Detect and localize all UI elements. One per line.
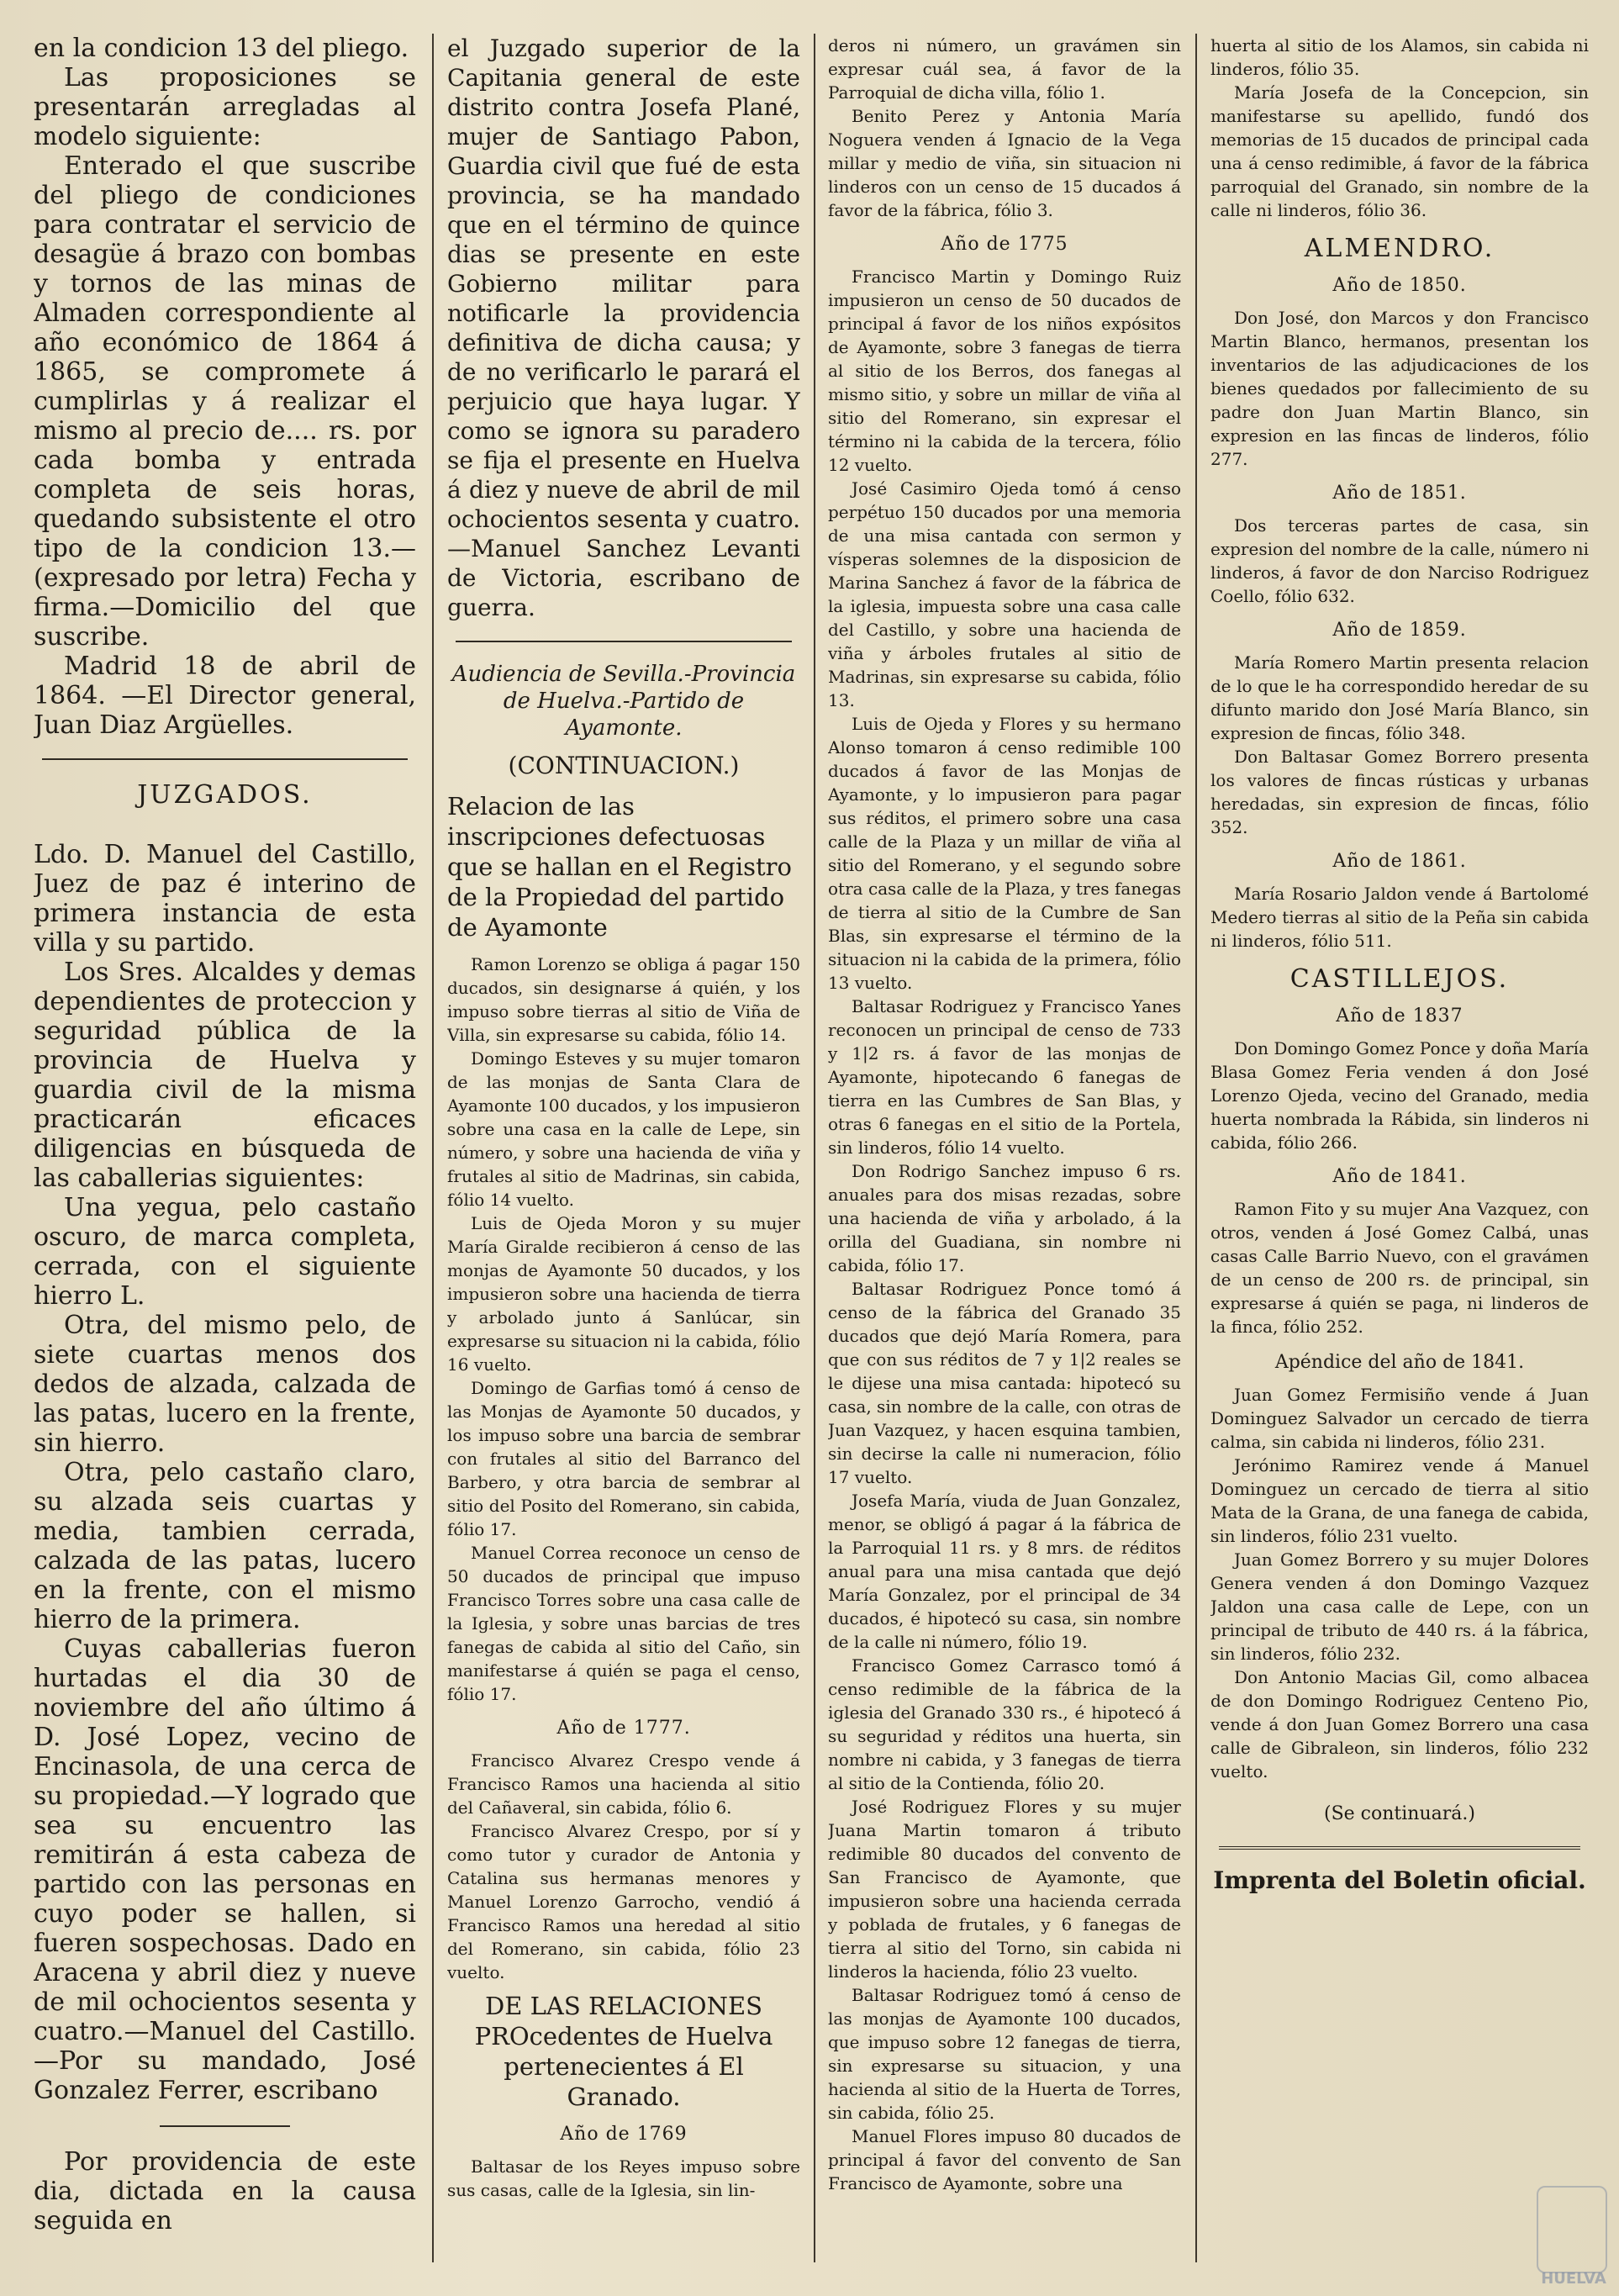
paragraph: Domingo de Garfias tomó á censo de las Monjas de Ayamonte 50 ducados, y los impuso sobre una barcia de sembrar con frutales al sitio del Barranco del Barbero, y otra barcia de sembrar al sitio del Posito del Romerano, sin cabida, fólio 17. xyxy=(447,1378,800,1539)
paragraph: Luis de Ojeda Moron y su mujer María Giralde recibieron á censo de las monjas de Ayamonte 50 ducados, y los impusieron sobre una hacienda de tierra y arbolado junto á Sanlúcar, sin expresarse su situacion ni la cabida, fólio 16 vuelto. xyxy=(447,1213,800,1375)
column-4 xyxy=(1210,34,1589,2262)
paragraph: en la condicion 13 del pliego. xyxy=(34,34,409,63)
section-heading-audiencia: Audiencia de Sevilla.-Provincia de Huelva.-Partido de Ayamonte. xyxy=(451,662,796,741)
paragraph: Ramon Lorenzo se obliga á pagar 150 ducados, sin designarse á quién, y los impuso sobre tierras al sitio de Viña de Villa, sin expresarse su cabida, fólio 14. xyxy=(447,954,800,1045)
section-heading-granado: DE LAS RELACIONES PROcedentes de Huelva pertenecientes á El Granado. xyxy=(474,1992,773,2111)
paragraph: Don Domingo Gomez Ponce y doña María Blasa Gomez Feria venden á don José Lorenzo Ojeda, vecino del Granado, media huerta nombrada la Rábida, sin linderos ni cabida, fólio 266. xyxy=(1210,1038,1589,1153)
paragraph: huerta al sitio de los Alamos, sin cabida ni linderos, fólio 35. xyxy=(1210,35,1589,79)
paragraph: Don José, don Marcos y don Francisco Martin Blanco, hermanos, presentan los inventarios de las adjudicaciones de los bienes quedados por fallecimiento de su padre don Juan Martin Blanco, sin expresion en las fincas de linderos, fólio 277. xyxy=(1210,308,1589,469)
paragraph: Enterado el que suscribe del pliego de condiciones para contratar el servicio de desagüe á brazo con bombas y tornos de las minas de Almaden correspondiente al año económico de 1864 á 1865, se compromete á cumplirlas y á realizar el mismo al precio de.... rs. por cada bomba y entrada completa de seis horas, quedando subsistente el otro tipo de la condicion 13.—(expresado por letra) Fecha y firma.—Domicilio del que suscribe. xyxy=(34,151,416,652)
paragraph: María Josefa de la Concepcion, sin manifestarse su apellido, fundó dos memorias de 15 ducados de principal cada una á censo redimible, á favor de la fábrica parroquial del Granado, sin nombre de la calle ni linderos, fólio 36. xyxy=(1210,82,1589,220)
to-be-continued: (Se continuará.) xyxy=(1324,1803,1475,1824)
paragraph: Baltasar Rodriguez Ponce tomó á censo de la fábrica del Granado 35 ducados que dejó María Romera, para que con sus réditos de 7 y 1|2 reales se le dijese una misa cantada: hipotecó su casa, sin nombre de la calle, con otras de Juan Vazquez, y hacen esquina tambien, sin decirse la calle ni numeracion, fólio 17 vuelto. xyxy=(828,1279,1181,1487)
section-rule xyxy=(456,641,792,642)
column-2 xyxy=(447,34,800,2262)
paragraph: Manuel Correa reconoce un censo de 50 ducados de principal que impuso Francisco Torres sobre una casa calle de la Iglesia, y sobre unas barcias de tres fanegas de cabida al sitio del Caño, sin manifestarse á quién se paga el censo, fólio 17. xyxy=(447,1543,800,1704)
section-rule xyxy=(160,2125,290,2127)
paragraph: Francisco Martin y Domingo Ruiz impusieron un censo de 50 ducados de principal á favor de los niños expósitos de Ayamonte, sobre 3 fanegas de tierra al sitio de los Berros, dos fanegas al mismo sitio, y sobre un millar de viña al sitio del Romerano, sin expresar el término ni la cabida de la tercera, fólio 12 vuelto. xyxy=(828,267,1181,475)
paragraph: Las proposiciones se presentarán arregladas al modelo siguiente: xyxy=(34,63,416,151)
paragraph: Don Baltasar Gomez Borrero presenta los valores de fincas rústicas y urbanas heredadas, sin expresion de fincas, fólio 352. xyxy=(1210,747,1589,837)
paragraph: Baltasar Rodriguez tomó á censo de las monjas de Ayamonte 100 ducados, que impuso sobre 12 fanegas de tierra, sin expresarse su situacion, y una hacienda al sitio de la Huerta de Torres, sin cabida, fólio 25. xyxy=(828,1985,1181,2123)
paragraph: deros ni número, un gravámen sin expresar cuál sea, á favor de la Parroquial de dicha villa, fólio 1. xyxy=(828,35,1181,103)
column-divider xyxy=(432,34,434,2262)
paragraph: Juan Gomez Borrero y su mujer Dolores Genera venden á don Domingo Vazquez Jaldon una casa calle de Lepe, con un principal de tributo de 440 rs. á la fábrica, sin linderos, fólio 232. xyxy=(1210,1549,1589,1664)
paragraph: Manuel Flores impuso 80 ducados de principal á favor del convento de San Francisco de Ayamonte, sobre una xyxy=(828,2126,1181,2193)
printer-imprint: Imprenta del Boletin oficial. xyxy=(1213,1866,1586,1894)
paragraph: Luis de Ojeda y Flores y su hermano Alonso tomaron á censo redimible 100 ducados á favor de las Monjas de Ayamonte, y lo impusieron para pagar sus réditos, el primero sobre una casa calle de la Plaza y un millar de viña al sitio del Romerano, y el segundo sobre otra casa calle de la Plaza, y tres fanegas de tierra al sitio de la Cumbre de San Blas, sin expresarse el término de la situacion ni la cabida de la primera, fólio 13 vuelto. xyxy=(828,714,1181,993)
paragraph: el Juzgado superior de la Capitania general de este distrito contra Josefa Plané, mujer de Santiago Pabon, Guardia civil que fué de esta provincia, se ha mandado que en el término de quince dias se presente en este Gobierno militar para notificarle la providencia definitiva de dicha causa; y de no verificarlo le parará el perjuicio que haya lugar. Y como se ignora su paradero se fija el presente en Huelva á diez y nueve de abril de mil ochocientos sesenta y cuatro.—Manuel Sanchez Levanti de Victoria, escribano de guerra. xyxy=(447,34,800,621)
paragraph: Francisco Gomez Carrasco tomó á censo redimible de la fábrica de la iglesia del Granado 330 rs., é hipotecó á su seguridad y réditos una huerta, sin nombre ni cabida, y 3 fanegas de tierra al sitio de la Contienda, fólio 20. xyxy=(828,1655,1181,1793)
town-heading-castillejos: CASTILLEJOS. xyxy=(1289,964,1510,994)
town-heading-almendro: ALMENDRO. xyxy=(1304,234,1495,263)
paragraph: Dos terceras partes de casa, sin expresion del nombre de la calle, número ni linderos, á favor de don Narciso Rodriguez Coello, fólio 632. xyxy=(1210,515,1589,606)
continuation-label: (CONTINUACION.) xyxy=(508,752,740,779)
paragraph: Madrid 18 de abril de 1864. —El Director general, Juan Diaz Argüelles. xyxy=(34,652,416,740)
paragraph: Una yegua, pelo castaño oscuro, de marca completa, cerrada, con el siguiente hierro L. xyxy=(34,1193,416,1311)
paragraph: Domingo Esteves y su mujer tomaron de las monjas de Santa Clara de Ayamonte 100 ducados, y los impusieron sobre una casa en la calle de Lepe, sin número, y sobre una hacienda de viña y frutales al sitio de Madrinas, sin cabida, fólio 14 vuelto. xyxy=(447,1048,800,1210)
column-divider xyxy=(1195,34,1197,2262)
relacion-heading: Relacion de las inscripciones defectuosas que se hallan en el Registro de la Propiedad del partido de Ayamonte xyxy=(447,792,792,942)
paragraph: Cuyas caballerias fueron hurtadas el dia 30 de noviembre del año último á D. José Lopez, vecino de Encinasola, de una cerca de su propiedad.—Y logrado que sea su encuentro las remitirán á esta cabeza de partido con las personas en cuyo poder se hallen, si fueren sospechosas. Dado en Aracena y abril diez y nueve de mil ochocientos sesenta y cuatro.—Manuel del Castillo.—Por su mandado, José Gonzalez Ferrer, escribano xyxy=(34,1634,416,2105)
year-heading: Año de 1859. xyxy=(1332,620,1467,641)
paragraph: Ldo. D. Manuel del Castillo, Juez de paz é interino de primera instancia de esta villa y su partido. xyxy=(34,840,416,958)
paragraph: Don Rodrigo Sanchez impuso 6 rs. anuales para dos misas rezadas, sobre una hacienda de viña y arbolado, á la orilla del Guadiana, sin nombre ni cabida, fólio 17. xyxy=(828,1161,1181,1275)
paragraph: Juan Gomez Fermisiño vende á Juan Dominguez Salvador un cercado de tierra calma, sin cabida ni linderos, fólio 231. xyxy=(1210,1385,1589,1452)
paragraph: María Romero Martin presenta relacion de lo que le ha correspondido heredar de su difunto marido don José María Blanco, sin expresion de fincas, fólio 348. xyxy=(1210,652,1589,743)
year-heading: Año de 1777. xyxy=(556,1718,691,1739)
paragraph: Otra, pelo castaño claro, su alzada seis cuartas y media, tambien cerrada, calzada de las patas, lucero en la frente, con el mismo hierro de la primera. xyxy=(34,1458,416,1634)
column-divider xyxy=(814,34,815,2262)
paragraph: Benito Perez y Antonia María Noguera venden á Ignacio de la Vega millar y medio de viña, sin situacion ni linderos con un censo de 15 ducados á favor de la fábrica, fólio 3. xyxy=(828,106,1181,220)
paragraph: Ramon Fito y su mujer Ana Vazquez, con otros, venden á José Gomez Calbá, unas casas Calle Barrio Nuevo, con el gravámen de un censo de 200 rs. de principal, sin expresarse á quién se paga, ni linderos de la finca, fólio 252. xyxy=(1210,1199,1589,1337)
year-heading: Año de 1775 xyxy=(941,234,1068,255)
stamp-text: HUELVA xyxy=(1541,2270,1606,2288)
paragraph: Por providencia de este dia, dictada en la causa seguida en xyxy=(34,2147,416,2235)
year-heading: Año de 1851. xyxy=(1332,483,1467,504)
footer-rule xyxy=(1219,1846,1580,1850)
year-heading: Año de 1850. xyxy=(1332,275,1467,296)
appendix-heading: Apéndice del año de 1841. xyxy=(1274,1352,1525,1373)
paragraph: Baltasar Rodriguez y Francisco Yanes reconocen un principal de censo de 733 y 1|2 rs. á favor de las monjas de Ayamonte, hipotecando 6 fanegas de tierra en las Cumbres de San Blas, y otras 6 fanegas en el sitio de la Portela, sin linderos, fólio 14 vuelto. xyxy=(828,996,1181,1158)
paragraph: Francisco Alvarez Crespo, por sí y como tutor y curador de Antonia y Catalina sus hermanas menores y Manuel Lorenzo Garrocho, vendió á Francisco Ramos una heredad al sitio del Romerano, sin cabida, fólio 23 vuelto. xyxy=(447,1821,800,1982)
library-stamp-icon xyxy=(1537,2186,1607,2273)
section-heading-juzgados: JUZGADOS. xyxy=(137,780,313,810)
paragraph: Los Sres. Alcaldes y demas dependientes de proteccion y seguridad pública de la provincia de Huelva y guardia civil de la misma practicarán eficaces diligencias en búsqueda de las caballerias siguientes: xyxy=(34,958,416,1193)
paragraph: Otra, del mismo pelo, de siete cuartas menos dos dedos de alzada, calzada de las patas, lucero en la frente, sin hierro. xyxy=(34,1311,416,1458)
paragraph: Francisco Alvarez Crespo vende á Francisco Ramos una hacienda al sitio del Cañaveral, sin cabida, fólio 6. xyxy=(447,1750,800,1818)
paragraph: Don Antonio Macias Gil, como albacea de don Domingo Rodriguez Centeno Pio, vende á don Juan Gomez Borrero una casa calle de Gibraleon, sin linderos, fólio 232 vuelto. xyxy=(1210,1667,1589,1781)
paragraph: Josefa María, viuda de Juan Gonzalez, menor, se obligó á pagar á la fábrica de la Parroquial 11 rs. y 8 mrs. de réditos anual para una misa cantada que dejó María Gonzalez, por el principal de 34 ducados, é hipotecó su casa, sin nombre de la calle ni número, fólio 19. xyxy=(828,1491,1181,1652)
column-3 xyxy=(828,34,1181,2262)
paragraph: Jerónimo Ramirez vende á Manuel Dominguez un cercado de tierra al sitio Mata de la Grana, de una fanega de cabida, sin linderos, fólio 231 vuelto. xyxy=(1210,1455,1589,1546)
year-heading: Año de 1841. xyxy=(1332,1166,1467,1187)
paragraph: Baltasar de los Reyes impuso sobre sus casas, calle de la Iglesia, sin lin- xyxy=(447,2156,800,2200)
year-heading: Año de 1861. xyxy=(1332,851,1467,872)
section-rule xyxy=(42,758,408,760)
paragraph: José Rodriguez Flores y su mujer Juana Martin tomaron á tributo redimible 80 ducados del convento de San Francisco de Ayamonte, que impusieron sobre una hacienda cerrada y poblada de frutales, y 6 fanegas de tierra al sitio del Torno, sin cabida ni linderos la hacienda, fólio 23 vuelto. xyxy=(828,1797,1181,1982)
year-heading: Año de 1837 xyxy=(1336,1005,1463,1027)
paragraph: José Casimiro Ojeda tomó á censo perpétuo 150 ducados por una memoria de una misa cantada con sermon y vísperas solemnes de la disposicion de Marina Sanchez á favor de la fábrica de la iglesia, impuesta sobre una casa calle del Castillo, y sobre una hacienda de viña y árboles frutales al sitio de Madrinas, sin expresarse su cabida, fólio 13. xyxy=(828,478,1181,710)
year-heading: Año de 1769 xyxy=(560,2124,688,2145)
column-1 xyxy=(34,34,416,2262)
paragraph: María Rosario Jaldon vende á Bartolomé Medero tierras al sitio de la Peña sin cabida ni linderos, fólio 511. xyxy=(1210,884,1589,951)
